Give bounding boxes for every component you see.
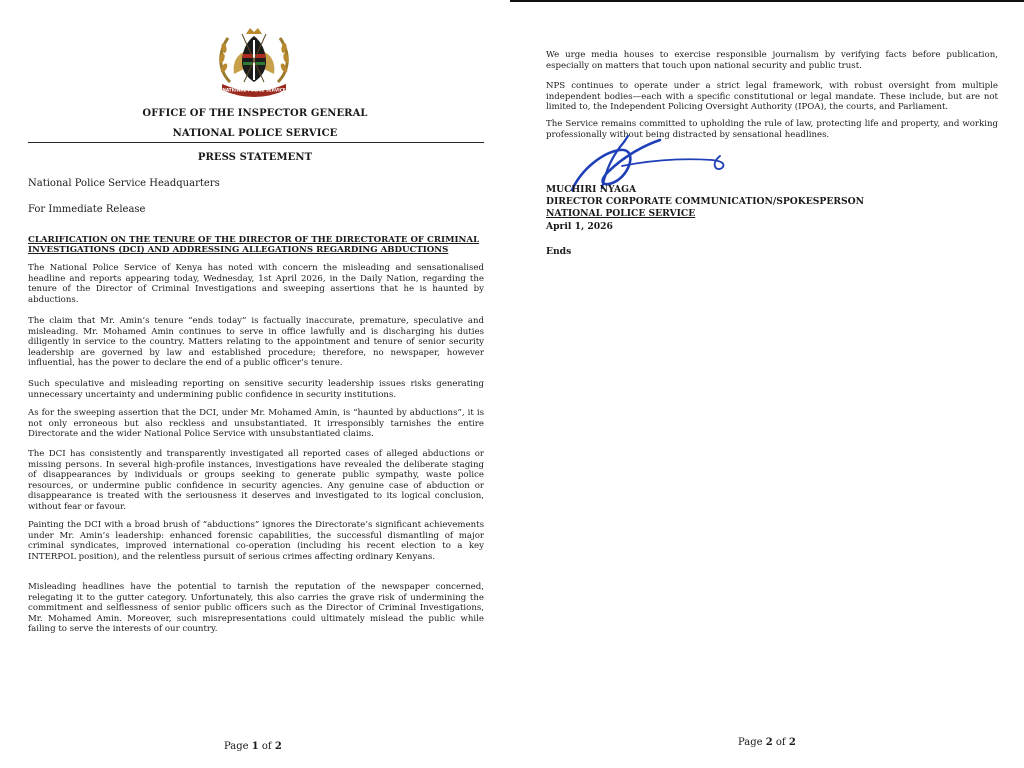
heading-divider	[28, 142, 484, 143]
body-paragraph: The DCI has consistently and transparently investigated all reported cases of alleged abductions or missing persons. In several high-profile instances, investigations have revealed the deliberate staging of disappearances by individuals or groups seeking to generate public sympathy, waste police resources, or undermine public confidence in security agencies. Any genuine case of abduction or disappearance is treated with the seriousness it deserves and investigated to its logical conclusion, without fear or favour.	[28, 449, 484, 512]
crest-banner-text: NATIONAL POLICE SERVICE	[222, 87, 286, 93]
body-paragraph: NPS continues to operate under a strict legal framework, with robust oversight from multiple independent bodies—each with a specific constitutional or legal mandate. These include, but are not limited to, the Independent Policing Oversight Authority (IPOA), the courts, and Parliament.	[546, 81, 998, 113]
footer-prefix: Page	[738, 737, 766, 748]
footer-prefix: Page	[224, 741, 252, 752]
body-paragraph: As for the sweeping assertion that the DCI, under Mr. Mohamed Amin, is “haunted by abductions”, it is not only erroneous but also reckless and unsubstantiated. It irresponsibly tarnishes the entire Directorate and the wider National Police Service with unsubstantiated claims.	[28, 408, 484, 440]
footer-current-page: 1	[251, 741, 259, 752]
statement-subject: CLARIFICATION ON THE TENURE OF THE DIRECTOR OF THE DIRECTORATE OF CRIMINAL INVESTIGATIONS (DCI) AND ADDRESSING ALLEGATIONS REGARDING ABDUCTIONS	[28, 235, 480, 255]
body-paragraph: The claim that Mr. Amin’s tenure “ends today” is factually inaccurate, premature, speculative and misleading. Mr. Mohamed Amin continues to serve in office lawfully and is discharging his duties diligently in service to the country. Matters relating to the appointment and tenure of senior security leadership are governed by law and established procedure; therefore, no newspaper, however influential, has the power to declare the end of a public officer’s tenure.	[28, 316, 484, 369]
body-paragraph: The Service remains committed to upholding the rule of law, protecting life and property, and working professionally without being distracted by sensational headlines.	[546, 119, 998, 140]
body-paragraph: We urge media houses to exercise responsible journalism by verifying facts before publication, especially on matters that touch upon national security and public trust.	[546, 50, 998, 71]
release-location: National Police Service Headquarters	[28, 178, 220, 189]
footer-total-pages: 2	[274, 741, 282, 752]
office-heading: OFFICE OF THE INSPECTOR GENERAL	[142, 108, 368, 119]
body-paragraph: Misleading headlines have the potential to tarnish the reputation of the newspaper concerned, relegating it to the gutter category. Unfortunately, this also carries the grave risk of undermining the commitment and selflessness of senior public officers such as the Director of Criminal Investigations, Mr. Mohamed Amin. Moreover, such misrepresentations could ultimately mislead the public while failing to serve the interests of our country.	[28, 582, 484, 635]
signatory-title: DIRECTOR CORPORATE COMMUNICATION/SPOKESPERSON	[546, 196, 864, 207]
page-number-footer	[738, 737, 796, 748]
coat-of-arms-icon	[212, 24, 296, 98]
release-type: For Immediate Release	[28, 204, 146, 215]
document-page-2	[510, 0, 1024, 768]
body-paragraph: Painting the DCI with a broad brush of “abductions” ignores the Directorate’s significant achievements under Mr. Amin’s leadership: enhanced forensic capabilities, the successful dismantling of major criminal syndicates, improved international co-operation (including his recent election to a key INTERPOL position), and the relentless pursuit of serious crimes affecting ordinary Kenyans.	[28, 520, 484, 562]
press-statement-heading: PRESS STATEMENT	[197, 152, 313, 163]
signatory-organization: NATIONAL POLICE SERVICE	[546, 208, 696, 219]
statement-date: April 1, 2026	[546, 221, 613, 232]
footer-of: of	[258, 741, 275, 752]
footer-total-pages: 2	[788, 737, 796, 748]
page-top-border	[510, 0, 1024, 2]
footer-current-page: 2	[765, 737, 773, 748]
page-number-footer	[224, 741, 282, 752]
body-paragraph: The National Police Service of Kenya has noted with concern the misleading and sensationalised headline and reports appearing today, Wednesday, 1st April 2026, in the Daily Nation, regarding the tenure of the Director of Criminal Investigations and sweeping assertions that he is haunted by abductions.	[28, 263, 484, 305]
document-page-1	[0, 0, 510, 768]
body-paragraph: Such speculative and misleading reporting on sensitive security leadership issues risks generating unnecessary uncertainty and undermining public confidence in security institutions.	[28, 379, 484, 400]
signatory-name: MUCHIRI NYAGA	[546, 184, 637, 195]
service-heading: NATIONAL POLICE SERVICE	[172, 128, 338, 139]
footer-of: of	[772, 737, 789, 748]
ends-marker: Ends	[546, 246, 572, 257]
